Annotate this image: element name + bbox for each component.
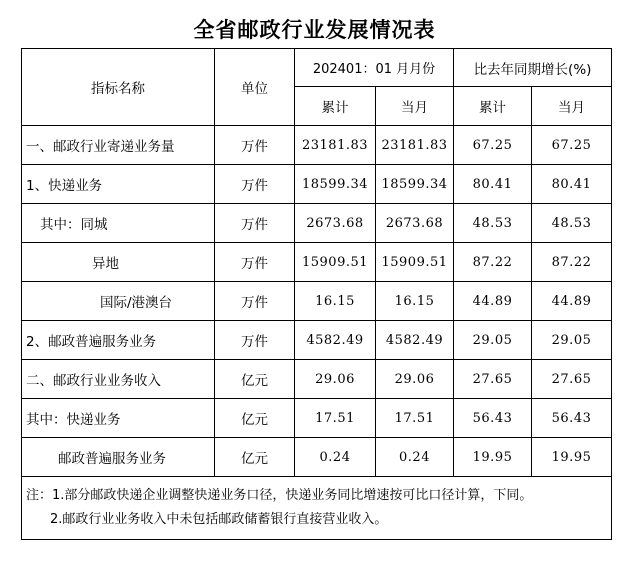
row-cumulative: 15909.51 (295, 243, 376, 282)
row-unit: 万件 (215, 165, 295, 204)
row-yoy-month: 19.95 (532, 438, 612, 477)
row-yoy-cumulative: 19.95 (454, 438, 532, 477)
row-yoy-month: 44.89 (532, 282, 612, 321)
row-name: 国际/港澳台 (22, 282, 215, 321)
header-yoy: 比去年同期增长(%) (454, 49, 612, 87)
note-line-1: 注：1.部分邮政快递企业调整快递业务口径，快递业务同比增速按可比口径计算，下同。 (26, 488, 533, 503)
row-cumulative: 4582.49 (295, 321, 376, 360)
row-yoy-month: 27.65 (532, 360, 612, 399)
table-row (22, 282, 612, 321)
row-month: 2673.68 (376, 204, 454, 243)
row-yoy-cumulative: 29.05 (454, 321, 532, 360)
row-name: 其中：快递业务 (22, 399, 215, 438)
row-yoy-month: 87.22 (532, 243, 612, 282)
row-cumulative: 2673.68 (295, 204, 376, 243)
row-yoy-month: 48.53 (532, 204, 612, 243)
row-month: 17.51 (376, 399, 454, 438)
row-month: 29.06 (376, 360, 454, 399)
notes-cell (22, 477, 612, 540)
row-month: 0.24 (376, 438, 454, 477)
row-month: 16.15 (376, 282, 454, 321)
row-cumulative: 17.51 (295, 399, 376, 438)
header-indicator: 指标名称 (22, 49, 215, 126)
table-row (22, 243, 612, 282)
row-yoy-cumulative: 80.41 (454, 165, 532, 204)
header-period: 202401：01 月月份 (295, 49, 454, 87)
header-yoy-cumulative: 累计 (454, 87, 532, 126)
row-month: 23181.83 (376, 126, 454, 165)
table-row (22, 165, 612, 204)
page-title: 全省邮政行业发展情况表 (193, 17, 436, 42)
row-unit: 万件 (215, 282, 295, 321)
row-unit: 亿元 (215, 438, 295, 477)
row-yoy-cumulative: 56.43 (454, 399, 532, 438)
row-month: 4582.49 (376, 321, 454, 360)
statistics-table (21, 48, 612, 540)
row-yoy-cumulative: 48.53 (454, 204, 532, 243)
row-yoy-cumulative: 27.65 (454, 360, 532, 399)
row-yoy-month: 29.05 (532, 321, 612, 360)
row-month: 18599.34 (376, 165, 454, 204)
row-unit: 万件 (215, 204, 295, 243)
row-yoy-month: 56.43 (532, 399, 612, 438)
header-unit: 单位 (215, 49, 295, 126)
header-yoy-month: 当月 (532, 87, 612, 126)
table-row (22, 360, 612, 399)
table-row (22, 126, 612, 165)
row-unit: 万件 (215, 126, 295, 165)
table-row (22, 399, 612, 438)
header-month: 当月 (376, 87, 454, 126)
row-unit: 亿元 (215, 360, 295, 399)
row-yoy-cumulative: 87.22 (454, 243, 532, 282)
row-unit: 亿元 (215, 399, 295, 438)
row-name: 2、邮政普遍服务业务 (22, 321, 215, 360)
row-name: 一、邮政行业寄递业务量 (22, 126, 215, 165)
row-name: 1、快递业务 (22, 165, 215, 204)
row-cumulative: 23181.83 (295, 126, 376, 165)
row-unit: 万件 (215, 321, 295, 360)
row-unit: 万件 (215, 243, 295, 282)
row-yoy-month: 80.41 (532, 165, 612, 204)
row-name: 异地 (22, 243, 215, 282)
row-cumulative: 18599.34 (295, 165, 376, 204)
row-name: 二、邮政行业业务收入 (22, 360, 215, 399)
row-cumulative: 29.06 (295, 360, 376, 399)
row-month: 15909.51 (376, 243, 454, 282)
header-row-1 (22, 49, 612, 87)
row-yoy-cumulative: 44.89 (454, 282, 532, 321)
row-name: 邮政普遍服务业务 (22, 438, 215, 477)
row-cumulative: 0.24 (295, 438, 376, 477)
row-yoy-month: 67.25 (532, 126, 612, 165)
header-cumulative: 累计 (295, 87, 376, 126)
table-row (22, 321, 612, 360)
row-name: 其中：同城 (22, 204, 215, 243)
notes-row (22, 477, 612, 540)
note-line-2: 2.邮政行业业务收入中未包括邮政储蓄银行直接营业收入。 (50, 512, 388, 527)
row-cumulative: 16.15 (295, 282, 376, 321)
table-row (22, 204, 612, 243)
table-row (22, 438, 612, 477)
row-yoy-cumulative: 67.25 (454, 126, 532, 165)
